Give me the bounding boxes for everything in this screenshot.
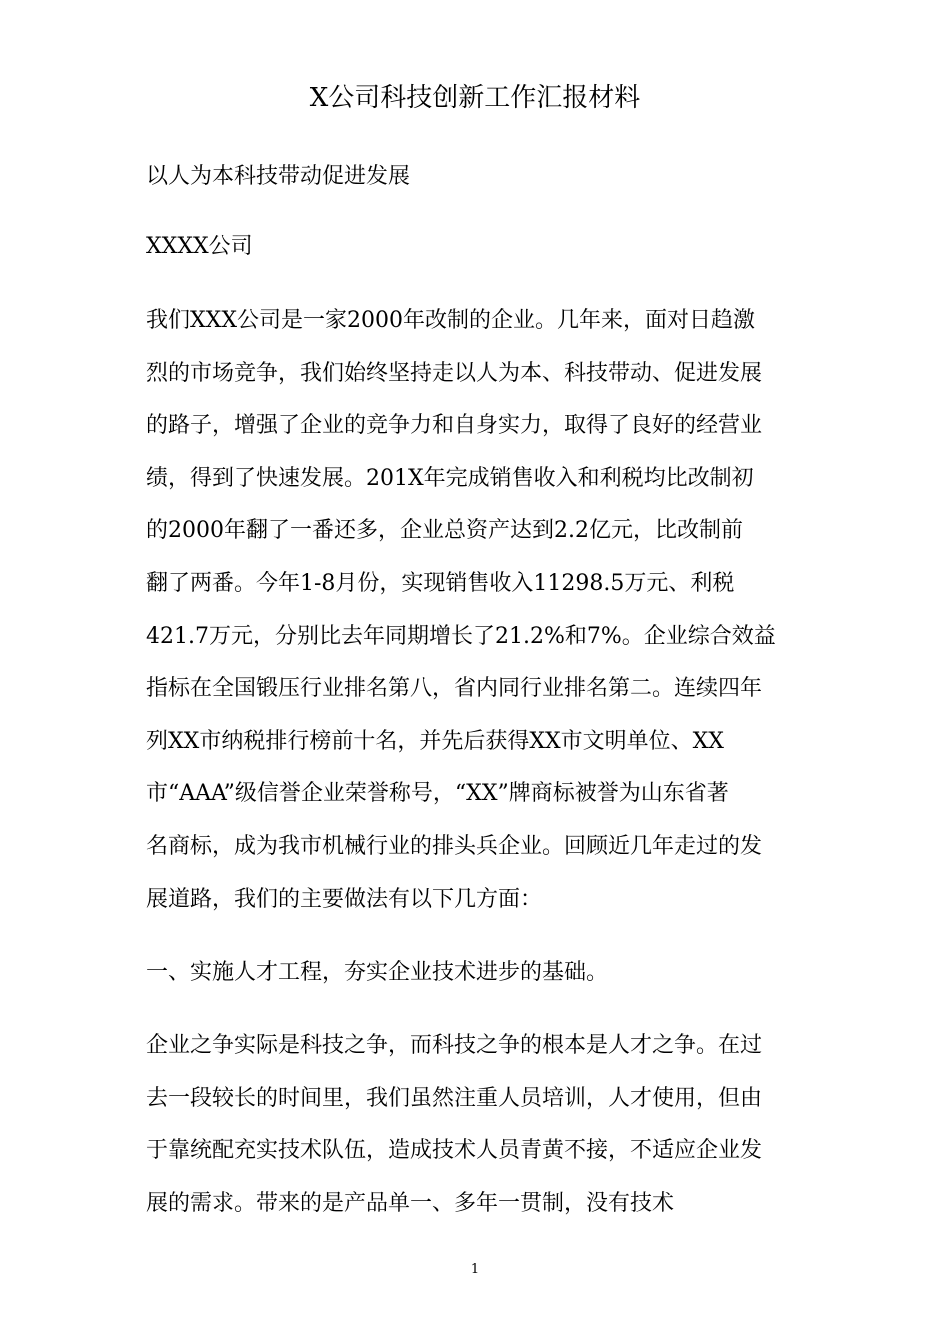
paragraph-line: 名商标，成为我市机械行业的排头兵企业。回顾近几年走过的发 <box>146 833 763 859</box>
paragraph-line: 的2000年翻了一番还多，企业总资产达到2.2亿元，比改制前 <box>146 518 743 544</box>
paragraph-line: 去一段较长的时间里，我们虽然注重人员培训，人才使用，但由 <box>146 1085 763 1111</box>
paragraph-line: 的路子，增强了企业的竞争力和自身实力，取得了良好的经营业 <box>146 413 763 439</box>
paragraph-line: 烈的市场竞争，我们始终坚持走以人为本、科技带动、促进发展 <box>146 360 763 386</box>
document-title: X公司科技创新工作汇报材料 <box>309 83 641 113</box>
section-heading: 一、实施人才工程，夯实企业技术进步的基础。 <box>146 960 609 985</box>
paragraph-line: 展的需求。带来的是产品单一、多年一贯制，没有技术 <box>146 1190 675 1216</box>
company-name: XXXX公司 <box>146 234 253 259</box>
paragraph-line: 列XX市纳税排行榜前十名，并先后获得XX市文明单位、XX <box>146 728 724 754</box>
paragraph-line: 421.7万元，分别比去年同期增长了21.2%和7%。企业综合效益 <box>146 623 776 649</box>
paragraph-line: 绩，得到了快速发展。201X年完成销售收入和利税均比改制初 <box>146 465 754 491</box>
paragraph-line: 企业之争实际是科技之争，而科技之争的根本是人才之争。在过 <box>146 1033 763 1058</box>
paragraph-line: 市“AAA”级信誉企业荣誉称号，“XX”牌商标被誉为山东省著 <box>146 781 729 807</box>
document-subtitle: 以人为本科技带动促进发展 <box>146 164 411 189</box>
paragraph-line: 展道路，我们的主要做法有以下几方面： <box>146 886 543 912</box>
paragraph-line: 指标在全国锻压行业排名第八，省内同行业排名第二。连续四年 <box>146 676 763 702</box>
paragraph-line: 我们XXX公司是一家2000年改制的企业。几年来，面对日趋激 <box>146 308 755 333</box>
paragraph-talent <box>146 1020 806 1230</box>
page-number: 1 <box>470 1262 480 1277</box>
paragraph-line: 于靠统配充实技术队伍，造成技术人员青黄不接，不适应企业发 <box>146 1138 763 1164</box>
paragraph-line: 翻了两番。今年1-8月份，实现销售收入11298.5万元、利税 <box>146 570 735 596</box>
paragraph-intro <box>146 295 806 926</box>
